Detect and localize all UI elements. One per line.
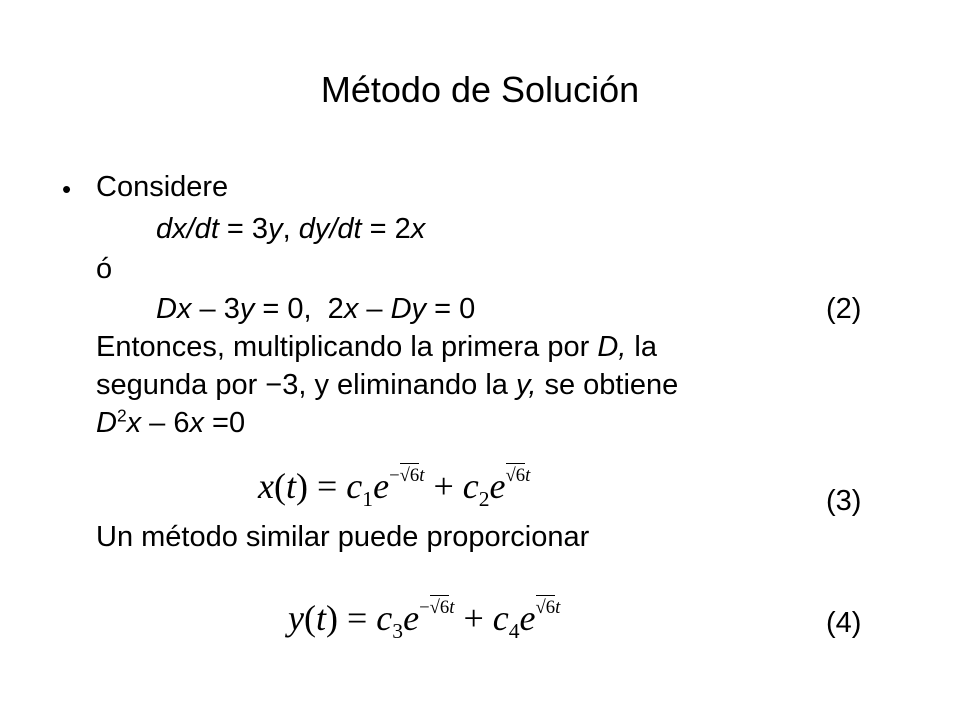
equation-3-label: (3): [826, 485, 862, 517]
line-segunda: segunda por −3, y eliminando la y, se obtiene: [96, 369, 679, 401]
bullet-dot: •: [62, 174, 72, 204]
line-system-operator: Dx – 3y = 0, 2x – Dy = 0: [156, 293, 476, 325]
line-d2x: $D^2x - 6x =0$: [96, 405, 246, 439]
line-o: ó: [96, 253, 113, 285]
line-entonces: Entonces, multiplicando la primera por D, la: [96, 331, 657, 363]
equation-2-label: (2): [826, 293, 862, 325]
equation-x-of-t: $x(t) = c_1e^{-√6t} + c_2e^{√6t}$: [258, 465, 531, 512]
line-metodo-similar: Un método similar puede proporcionar: [96, 521, 590, 553]
line-system-derivatives: dx/dt = 3y, dy/dt = 2x: [156, 213, 426, 245]
slide-title: Método de Solución: [320, 69, 640, 110]
equation-y-of-t: $y(t) = c_3e^{-√6t} + c_4e^{√6t}$: [288, 597, 561, 644]
equation-4-label: (4): [826, 607, 862, 639]
line-considere: Considere: [96, 171, 229, 203]
